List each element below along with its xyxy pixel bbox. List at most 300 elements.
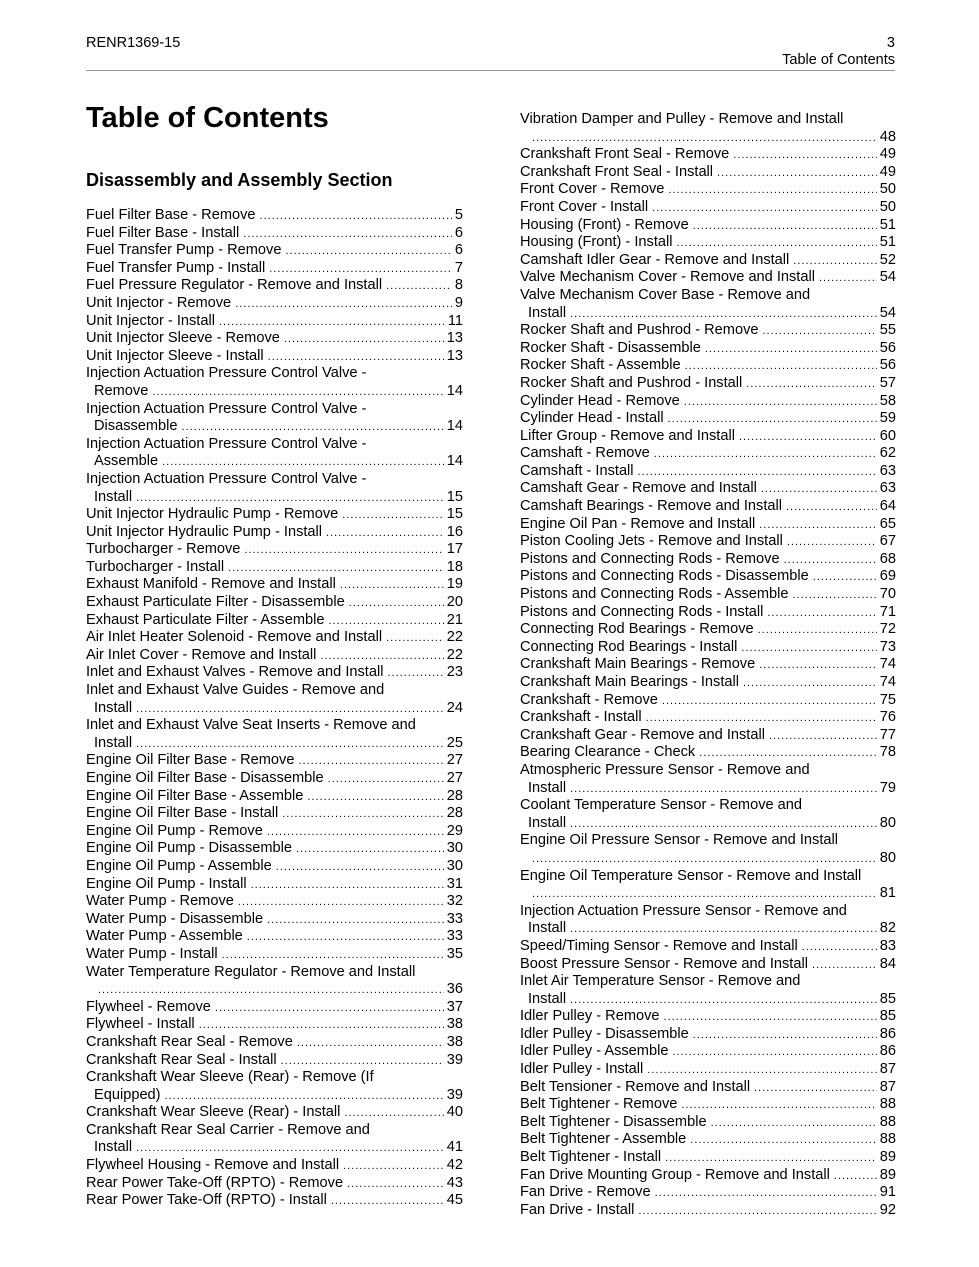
toc-entry[interactable] <box>86 1016 463 1034</box>
toc-entry[interactable] <box>86 524 463 542</box>
toc-entry-line <box>520 744 896 762</box>
toc-entry-continuation: Install <box>528 779 567 796</box>
toc-entry[interactable] <box>86 612 463 630</box>
toc-entry[interactable] <box>520 1026 896 1044</box>
toc-entry-page: 75 <box>879 691 896 708</box>
toc-entry[interactable] <box>86 365 463 400</box>
toc-entry[interactable] <box>86 348 463 366</box>
toc-entry-title: Flywheel Housing - Remove and Install <box>86 1157 340 1174</box>
dot-leader <box>741 641 876 655</box>
dot-leader <box>786 500 877 514</box>
toc-entry-line <box>86 225 463 243</box>
toc-entry[interactable] <box>86 858 463 876</box>
toc-entry[interactable] <box>520 1184 896 1202</box>
dot-leader <box>717 166 877 180</box>
toc-entry[interactable] <box>520 762 896 797</box>
toc-entry-line <box>520 234 896 252</box>
toc-entry-title: Connecting Rod Bearings - Remove <box>520 621 754 638</box>
toc-entry[interactable] <box>520 445 896 463</box>
toc-entry-line <box>520 199 896 217</box>
toc-entry-line <box>86 700 463 718</box>
toc-entry-page: 89 <box>879 1149 896 1166</box>
dot-leader <box>285 244 451 258</box>
toc-entry-title: Connecting Rod Bearings - Install <box>520 638 738 655</box>
dot-leader <box>761 482 877 496</box>
toc-entry-line <box>520 850 896 868</box>
toc-entry[interactable] <box>520 164 896 182</box>
toc-entry[interactable] <box>520 903 896 938</box>
toc-entry-title: Idler Pulley - Remove <box>520 1008 660 1025</box>
dot-leader <box>307 790 443 804</box>
toc-entry-title: Unit Injector - Remove <box>86 294 232 311</box>
toc-entry[interactable] <box>86 1157 463 1175</box>
toc-entry[interactable] <box>86 647 463 665</box>
toc-entry[interactable] <box>86 876 463 894</box>
toc-entry-page: 41 <box>446 1139 463 1156</box>
toc-entry-title: Crankshaft Main Bearings - Remove <box>520 656 756 673</box>
toc-entry-page: 86 <box>879 1043 896 1060</box>
toc-entry-page: 63 <box>879 480 896 497</box>
toc-entry[interactable] <box>520 1061 896 1079</box>
toc-entry[interactable] <box>520 1096 896 1114</box>
dot-leader <box>152 385 443 399</box>
toc-column-left <box>86 207 463 1210</box>
toc-entry-line <box>520 516 896 534</box>
toc-entry-page: 58 <box>879 392 896 409</box>
toc-entry-page: 20 <box>446 594 463 611</box>
dot-leader <box>260 209 452 223</box>
toc-entry-line <box>86 981 463 999</box>
toc-entry-title: Speed/Timing Sensor - Remove and Install <box>520 937 798 954</box>
toc-entry-line <box>520 709 896 727</box>
dot-leader <box>182 420 444 434</box>
toc-entry[interactable] <box>520 727 896 745</box>
dot-leader <box>813 570 877 584</box>
toc-entry-page: 49 <box>879 163 896 180</box>
toc-entry-title: Crankshaft Front Seal - Install <box>520 163 714 180</box>
toc-entry-page: 38 <box>446 1033 463 1050</box>
dot-leader <box>342 508 444 522</box>
toc-entry[interactable] <box>86 559 463 577</box>
toc-entry-title: Front Cover - Install <box>520 198 649 215</box>
toc-entry[interactable] <box>86 752 463 770</box>
toc-entry-line <box>86 453 463 471</box>
toc-entry-title: Rear Power Take-Off (RPTO) - Install <box>86 1192 327 1209</box>
toc-entry[interactable] <box>520 797 896 832</box>
toc-entry-title: Belt Tightener - Install <box>520 1149 662 1166</box>
toc-entry[interactable] <box>520 463 896 481</box>
toc-entry[interactable] <box>520 234 896 252</box>
toc-entry[interactable] <box>520 956 896 974</box>
toc-entry-line <box>520 357 896 375</box>
toc-entry[interactable] <box>86 928 463 946</box>
toc-entry[interactable] <box>520 568 896 586</box>
toc-entry[interactable] <box>520 1008 896 1026</box>
toc-entry-line <box>520 604 896 622</box>
header-divider <box>86 70 895 71</box>
toc-entry-title: Engine Oil Pressure Sensor - Remove and Install <box>520 832 838 849</box>
dot-leader <box>267 913 444 927</box>
dot-leader <box>219 315 445 329</box>
toc-entry[interactable] <box>520 551 896 569</box>
toc-entry-continuation: Install <box>528 920 567 937</box>
toc-entry[interactable] <box>86 682 463 717</box>
toc-entry[interactable] <box>86 717 463 752</box>
toc-entry[interactable] <box>520 375 896 393</box>
dot-leader <box>162 455 444 469</box>
toc-entry[interactable] <box>520 287 896 322</box>
toc-entry[interactable] <box>520 586 896 604</box>
toc-entry-title: Inlet and Exhaust Valve Guides - Remove and <box>86 682 385 699</box>
toc-entry[interactable] <box>520 146 896 164</box>
toc-entry[interactable] <box>520 938 896 956</box>
toc-entry-title: Housing (Front) - Remove <box>520 216 689 233</box>
toc-entry-title: Coolant Temperature Sensor - Remove and <box>520 797 803 814</box>
toc-entry[interactable] <box>86 260 463 278</box>
toc-entry-title: Engine Oil Pan - Remove and Install <box>520 515 756 532</box>
toc-entry[interactable] <box>520 973 896 1008</box>
toc-entry[interactable] <box>86 629 463 647</box>
toc-entry-title: Turbocharger - Remove <box>86 541 241 558</box>
dot-leader <box>136 737 444 751</box>
toc-entry-line <box>520 1167 896 1185</box>
toc-entry[interactable] <box>520 832 896 867</box>
toc-entry[interactable] <box>520 498 896 516</box>
toc-entry[interactable] <box>520 1079 896 1097</box>
toc-entry[interactable] <box>520 604 896 622</box>
toc-entry-line <box>520 1131 896 1149</box>
dot-leader <box>672 1045 876 1059</box>
toc-entry[interactable] <box>520 199 896 217</box>
dot-leader <box>767 606 876 620</box>
toc-entry[interactable] <box>86 330 463 348</box>
toc-entry-line <box>86 242 463 260</box>
toc-entry[interactable] <box>86 207 463 225</box>
toc-entry-page: 87 <box>879 1078 896 1095</box>
toc-entry[interactable] <box>86 1052 463 1070</box>
toc-entry[interactable] <box>86 664 463 682</box>
toc-entry-page: 92 <box>879 1201 896 1218</box>
toc-entry[interactable] <box>86 242 463 260</box>
toc-entry-line <box>86 788 463 806</box>
toc-entry-line <box>86 330 463 348</box>
toc-entry[interactable] <box>86 1034 463 1052</box>
toc-entry-line <box>520 1008 896 1026</box>
toc-entry[interactable] <box>520 322 896 340</box>
toc-entry[interactable] <box>86 823 463 841</box>
dot-leader <box>269 262 452 276</box>
toc-entry-title: Turbocharger - Install <box>86 558 225 575</box>
toc-entry-title: Bearing Clearance - Check <box>520 744 696 761</box>
toc-entry[interactable] <box>520 692 896 710</box>
toc-entry-title: Water Pump - Install <box>86 945 218 962</box>
toc-entry-title: Fuel Pressure Regulator - Remove and Install <box>86 277 383 294</box>
toc-entry-title: Unit Injector - Install <box>86 312 215 329</box>
toc-entry[interactable] <box>520 217 896 235</box>
toc-entry-page: 43 <box>446 1174 463 1191</box>
toc-entry-line <box>86 1139 463 1157</box>
toc-entry-page: 48 <box>879 128 896 145</box>
toc-entry[interactable] <box>520 709 896 727</box>
toc-entry-title: Camshaft - Install <box>520 462 634 479</box>
toc-entry-title: Belt Tightener - Remove <box>520 1096 678 1113</box>
toc-entry-title: Idler Pulley - Disassemble <box>520 1025 689 1042</box>
toc-entry-title: Rocker Shaft and Pushrod - Install <box>520 374 743 391</box>
toc-entry[interactable] <box>86 295 463 313</box>
toc-entry-title: Camshaft Bearings - Remove and Install <box>520 498 782 515</box>
dot-leader <box>349 596 444 610</box>
toc-entry[interactable] <box>86 576 463 594</box>
dot-leader <box>243 227 452 241</box>
toc-entry[interactable] <box>520 428 896 446</box>
toc-entry-line <box>86 770 463 788</box>
toc-entry-title: Water Pump - Remove <box>86 893 234 910</box>
toc-entry[interactable] <box>86 471 463 506</box>
toc-entry-line <box>520 727 896 745</box>
dot-leader <box>733 148 877 162</box>
dot-leader <box>98 983 444 997</box>
dot-leader <box>819 271 877 285</box>
toc-entry[interactable] <box>86 999 463 1017</box>
toc-entry[interactable] <box>520 1202 896 1220</box>
toc-entry-line <box>520 252 896 270</box>
toc-entry-page: 40 <box>446 1104 463 1121</box>
toc-entry[interactable] <box>520 1114 896 1132</box>
dot-leader <box>215 1001 444 1015</box>
toc-entry-line <box>86 489 463 507</box>
dot-leader <box>343 1159 444 1173</box>
toc-entry[interactable] <box>86 541 463 559</box>
toc-entry[interactable] <box>86 225 463 243</box>
toc-entry-page: 89 <box>879 1166 896 1183</box>
toc-entry-line <box>520 1202 896 1220</box>
toc-entry-title: Water Pump - Disassemble <box>86 910 264 927</box>
dot-leader <box>136 702 444 716</box>
toc-entry-title: Rear Power Take-Off (RPTO) - Remove <box>86 1174 344 1191</box>
toc-entry-page: 30 <box>446 840 463 857</box>
toc-entry-page: 91 <box>879 1184 896 1201</box>
toc-entry-line <box>86 1052 463 1070</box>
toc-entry-page: 33 <box>446 928 463 945</box>
toc-entry-title: Flywheel - Install <box>86 1016 195 1033</box>
toc-entry[interactable] <box>86 594 463 612</box>
toc-entry-line <box>86 928 463 946</box>
toc-entry-title: Valve Mechanism Cover - Remove and Install <box>520 269 815 286</box>
toc-entry-title: Fan Drive Mounting Group - Remove and Install <box>520 1166 830 1183</box>
toc-entry-continuation: Equipped) <box>94 1086 161 1103</box>
toc-entry-page: 69 <box>879 568 896 585</box>
toc-entry-continuation: Remove <box>94 382 149 399</box>
toc-entry-title: Fan Drive - Remove <box>520 1184 651 1201</box>
toc-entry[interactable] <box>520 480 896 498</box>
toc-entry-page: 39 <box>446 1051 463 1068</box>
toc-entry[interactable] <box>520 181 896 199</box>
toc-entry-title: Air Inlet Heater Solenoid - Remove and Install <box>86 629 383 646</box>
toc-entry-page: 72 <box>879 621 896 638</box>
toc-entry[interactable] <box>86 840 463 858</box>
toc-entry-line <box>86 647 463 665</box>
dot-leader <box>165 1089 444 1103</box>
page-title: Table of Contents <box>86 102 329 134</box>
toc-entry-line <box>86 207 463 225</box>
toc-entry-page: 7 <box>454 259 463 276</box>
toc-entry[interactable] <box>86 770 463 788</box>
toc-entry[interactable] <box>520 674 896 692</box>
toc-entry[interactable] <box>86 946 463 964</box>
toc-entry[interactable] <box>86 911 463 929</box>
toc-entry-line <box>520 129 896 147</box>
toc-entry-line <box>520 340 896 358</box>
toc-entry-title: Vibration Damper and Pulley - Remove and Install <box>520 111 844 127</box>
toc-entry[interactable] <box>86 805 463 823</box>
toc-entry-line <box>520 1114 896 1132</box>
toc-entry-title: Rocker Shaft and Pushrod - Remove <box>520 322 759 339</box>
toc-entry[interactable] <box>520 410 896 428</box>
toc-entry-page: 8 <box>454 277 463 294</box>
toc-entry-page: 19 <box>446 576 463 593</box>
toc-entry-line <box>86 1175 463 1193</box>
toc-entry-page: 15 <box>446 488 463 505</box>
dot-leader <box>739 430 877 444</box>
toc-entry-title: Exhaust Manifold - Remove and Install <box>86 576 336 593</box>
toc-entry[interactable] <box>86 313 463 331</box>
dot-leader <box>320 649 443 663</box>
toc-entry-line <box>520 551 896 569</box>
toc-entry-page: 80 <box>879 849 896 866</box>
toc-entry[interactable] <box>520 621 896 639</box>
toc-entry-page: 14 <box>446 418 463 435</box>
toc-entry[interactable] <box>520 393 896 411</box>
toc-entry[interactable] <box>520 639 896 657</box>
toc-entry-page: 13 <box>446 347 463 364</box>
toc-entry[interactable] <box>520 1131 896 1149</box>
dot-leader <box>681 1098 876 1112</box>
toc-entry-page: 65 <box>879 515 896 532</box>
toc-entry-line <box>520 1149 896 1167</box>
toc-entry[interactable] <box>86 1122 463 1157</box>
toc-entry-page: 81 <box>879 885 896 902</box>
toc-entry[interactable] <box>520 868 896 903</box>
toc-entry-line <box>86 277 463 295</box>
toc-entry[interactable] <box>86 1175 463 1193</box>
toc-entry-title: Crankshaft - Remove <box>520 691 658 708</box>
toc-entry-line <box>520 375 896 393</box>
dot-leader <box>793 254 876 268</box>
toc-entry-page: 85 <box>879 990 896 1007</box>
toc-entry-page: 18 <box>446 558 463 575</box>
toc-entry[interactable] <box>520 744 896 762</box>
toc-entry-title: Camshaft Gear - Remove and Install <box>520 480 757 497</box>
toc-entry[interactable] <box>520 516 896 534</box>
toc-entry-title: Injection Actuation Pressure Control Valve - <box>86 435 367 452</box>
toc-entry-title: Exhaust Particulate Filter - Assemble <box>86 611 325 628</box>
toc-entry-page: 37 <box>446 998 463 1015</box>
toc-entry[interactable] <box>86 964 463 999</box>
toc-entry-page: 16 <box>446 523 463 540</box>
toc-entry[interactable] <box>86 1192 463 1210</box>
toc-entry-title: Front Cover - Remove <box>520 181 665 198</box>
toc-entry-title: Housing (Front) - Install <box>520 234 673 251</box>
toc-entry[interactable] <box>86 436 463 471</box>
toc-entry[interactable] <box>520 1043 896 1061</box>
toc-entry-line <box>86 735 463 753</box>
toc-entry-title: Fuel Filter Base - Install <box>86 224 240 241</box>
toc-entry-page: 11 <box>447 312 463 329</box>
toc-entry-page: 67 <box>879 533 896 550</box>
toc-entry-line <box>86 1192 463 1210</box>
toc-entry-line <box>86 1157 463 1175</box>
toc-entry-line <box>86 823 463 841</box>
dot-leader <box>136 1141 444 1155</box>
toc-entry[interactable] <box>520 269 896 287</box>
dot-leader <box>690 1133 876 1147</box>
toc-entry-continuation: Disassemble <box>94 418 178 435</box>
toc-entry[interactable] <box>520 656 896 674</box>
toc-entry[interactable] <box>520 252 896 270</box>
dot-leader <box>238 895 444 909</box>
dot-leader <box>276 860 444 874</box>
toc-entry[interactable] <box>520 1149 896 1167</box>
toc-entry[interactable] <box>520 340 896 358</box>
dot-leader <box>759 658 877 672</box>
toc-entry-page: 51 <box>879 216 896 233</box>
dot-leader <box>326 526 444 540</box>
toc-entry-page: 85 <box>879 1008 896 1025</box>
toc-entry-page: 28 <box>446 787 463 804</box>
dot-leader <box>268 350 444 364</box>
toc-entry[interactable] <box>86 277 463 295</box>
toc-entry-page: 88 <box>879 1096 896 1113</box>
dot-leader <box>746 377 877 391</box>
toc-entry-title: Crankshaft Front Seal - Remove <box>520 146 730 163</box>
toc-entry[interactable] <box>86 506 463 524</box>
toc-entry-line <box>86 576 463 594</box>
toc-entry-title: Pistons and Connecting Rods - Disassemble <box>520 568 809 585</box>
dot-leader <box>665 1151 877 1165</box>
toc-entry[interactable] <box>86 1069 463 1104</box>
toc-entry-page: 27 <box>446 770 463 786</box>
toc-entry-line <box>86 1034 463 1052</box>
dot-leader <box>247 930 444 944</box>
toc-entry[interactable] <box>520 111 896 146</box>
dot-leader <box>662 694 877 708</box>
toc-entry-title: Crankshaft Rear Seal - Remove <box>86 1033 293 1050</box>
toc-entry-page: 15 <box>446 506 463 523</box>
toc-entry-line <box>520 269 896 287</box>
toc-entry[interactable] <box>520 533 896 551</box>
toc-entry[interactable] <box>520 1167 896 1185</box>
toc-entry-line <box>86 524 463 542</box>
toc-entry-title: Idler Pulley - Assemble <box>520 1043 669 1060</box>
dot-leader <box>711 1116 877 1130</box>
toc-entry-continuation: Install <box>94 1139 133 1156</box>
toc-entry-title: Pistons and Connecting Rods - Assemble <box>520 586 789 603</box>
dot-leader <box>684 395 877 409</box>
toc-entry[interactable] <box>86 788 463 806</box>
toc-entry[interactable] <box>86 1104 463 1122</box>
toc-entry[interactable] <box>86 893 463 911</box>
toc-entry-line <box>86 893 463 911</box>
toc-entry-page: 35 <box>446 945 463 962</box>
toc-entry-page: 49 <box>879 146 896 163</box>
dot-leader <box>802 940 877 954</box>
toc-entry-line <box>86 840 463 858</box>
toc-entry[interactable] <box>520 357 896 375</box>
dot-leader <box>532 131 877 145</box>
toc-entry[interactable] <box>86 401 463 436</box>
dot-leader <box>347 1177 444 1191</box>
toc-entry-line <box>86 418 463 436</box>
